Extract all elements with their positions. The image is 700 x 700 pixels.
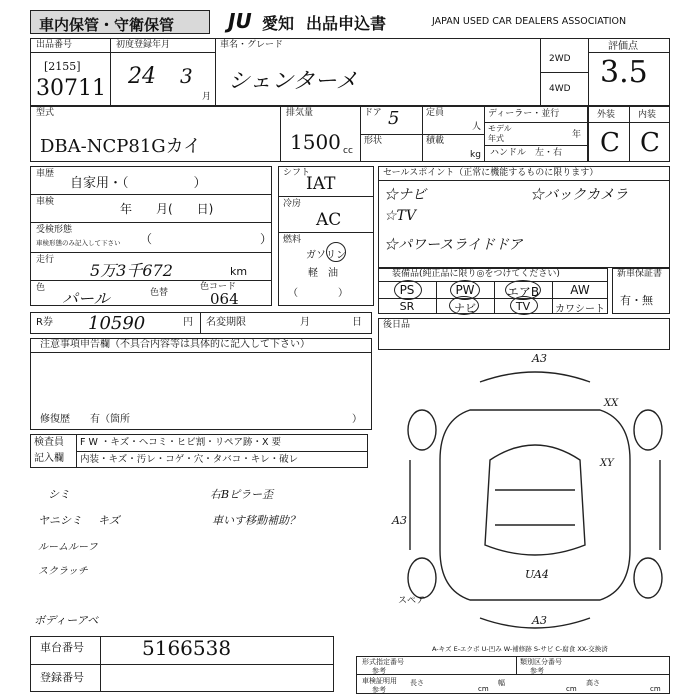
car-name-value: シェンターメ <box>228 69 358 94</box>
sales-point-item: ☆パワースライドドア <box>384 237 523 253</box>
ju-logo: JU <box>228 9 252 33</box>
exterior-label: 外装 <box>597 110 616 120</box>
sales-point-item: ☆TV <box>384 208 416 224</box>
sheet-title: 出品申込書 <box>306 14 387 33</box>
name-change-day: 日 <box>352 317 362 328</box>
ps-circle <box>394 280 422 300</box>
brand-name: 愛知 <box>262 14 295 33</box>
length-cm: cm <box>478 685 489 693</box>
first-reg-label: 初度登録年月 <box>116 40 171 50</box>
aftermarket-label: 後日品 <box>383 320 411 330</box>
handwritten-note: ルームルーフ <box>38 542 98 553</box>
km-unit: km <box>230 265 248 278</box>
first-reg-month: 3 <box>180 64 193 88</box>
color-code-value: 064 <box>210 290 239 308</box>
handwritten-note: キズ <box>98 514 120 527</box>
color-value: パール <box>62 289 110 308</box>
navi-circle <box>449 296 479 315</box>
person-unit: 人 <box>472 122 482 132</box>
handwritten-note: スクラッチ <box>38 566 88 577</box>
handwritten-note: ボディーアベ <box>34 614 99 627</box>
reg-label: 登録番号 <box>40 671 84 684</box>
inspector-label-1: 検査員 <box>34 437 64 448</box>
interior-value: C <box>640 128 660 158</box>
exterior-value: C <box>600 128 620 158</box>
car-cabin-outline <box>485 445 585 555</box>
equipment-label: 装備品(純正品に限り◎をつけてください) <box>392 269 560 279</box>
height-label: 高さ <box>586 679 600 687</box>
kg-unit: kg <box>470 150 481 160</box>
first-reg-year: 24 <box>128 64 156 89</box>
model-value: DBA-NCP81Gカイ <box>40 136 202 157</box>
chassis-label: 車台番号 <box>40 641 84 654</box>
height-cm: cm <box>650 685 661 693</box>
fuel-diesel: 軽 油 <box>308 268 338 279</box>
notes-label: 注意事項申告欄（不具合内容等は具体的に記入して下さい） <box>40 339 310 350</box>
door-value: 5 <box>388 108 400 129</box>
sales-points-label: セールスポイント（正常に機能するものに限ります） <box>383 168 599 178</box>
warranty-label: 新車保証書 <box>617 269 663 279</box>
association-name: JAPAN USED CAR DEALERS ASSOCIATION <box>432 16 627 27</box>
wheel-rear-right <box>634 558 662 598</box>
type-spec-ref: 参考 <box>372 667 386 675</box>
reception-label: 受検形態 <box>36 225 73 235</box>
name-change-month: 月 <box>300 317 310 328</box>
month-unit: 月 <box>202 92 212 102</box>
fuel-gas: ガソリン <box>306 250 346 261</box>
width-label: 幅 <box>498 679 505 687</box>
score-value: 3.5 <box>600 55 648 90</box>
equipment-aw: AW <box>570 283 590 297</box>
score-label: 評価点 <box>608 41 638 52</box>
model-label: 型式 <box>36 108 55 118</box>
fuel-label: 燃料 <box>283 235 302 245</box>
displacement-value: 1500 <box>290 130 341 154</box>
yen-unit: 円 <box>183 317 193 328</box>
width-cm: cm <box>566 685 577 693</box>
drive-4wd: 4WD <box>549 84 571 94</box>
handwritten-note: シミ <box>48 488 70 501</box>
category-label: 類別区分番号 <box>520 658 562 666</box>
wheel-front-left <box>408 410 436 450</box>
handwritten-note: 車いす移動補助？ <box>212 514 300 527</box>
diagram-label-xx: XX <box>604 398 619 409</box>
equipment-tv: TV <box>515 300 531 313</box>
drive-2wd: 2WD <box>549 54 571 64</box>
car-front-outline <box>480 372 590 382</box>
shape-label: 形状 <box>364 136 383 146</box>
model-year-label2: 年式 <box>488 134 504 143</box>
inspector-row-1: F W ・キズ・ヘコミ・ヒビ割・リペア跡・X 要 <box>80 437 282 448</box>
diagram-label-ua4: UA4 <box>525 568 549 581</box>
diagram-label-rear: A3 <box>532 614 547 627</box>
load-label: 積載 <box>426 136 445 146</box>
cooling-value: AC <box>316 210 342 230</box>
recycle-label: R券 <box>36 317 53 328</box>
aftermarket-frame <box>378 318 670 350</box>
model-year-label: モデル <box>488 124 512 133</box>
recycle-frame <box>30 312 372 334</box>
storage-title-box <box>30 10 210 34</box>
dealer-label: ディーラー・並行 <box>488 109 560 119</box>
reception-note: 車検形態のみ記入して下さい <box>36 239 121 247</box>
color-change-label: 色替 <box>150 288 169 298</box>
mileage-value: 5万3千672 <box>90 261 173 280</box>
diagram-label-front: A3 <box>532 352 547 365</box>
capacity-label: 定員 <box>426 108 445 118</box>
chassis-value: 5166538 <box>142 636 232 660</box>
type-spec-label: 形式指定番号 <box>362 658 404 666</box>
wheel-front-right <box>634 410 662 450</box>
color-label: 色 <box>36 283 46 293</box>
cooling-label: 冷房 <box>283 199 302 209</box>
inspector-row-2: 内装・キズ・汚レ・コゲ・穴・タバコ・キレ・破レ <box>80 454 299 465</box>
storage-title: 車内保管・守衛保管 <box>39 16 175 34</box>
year-unit: 年 <box>572 130 582 140</box>
diagram-legend: A-キズ E-エクボ U-凹み W-補修跡 S-サビ C-腐食 XX-交換済 <box>432 645 608 653</box>
color-code-label: 色コード <box>200 282 237 292</box>
car-name-label: 車名・グレード <box>220 40 284 50</box>
equipment-airbag: エアB <box>506 285 540 299</box>
repair-label: 修復歴 有（箇所 <box>40 414 130 425</box>
lot-number: 30711 <box>36 76 106 101</box>
diagram-label-xy: XY <box>600 458 614 469</box>
equipment-leather: カワシート <box>555 304 605 315</box>
handwritten-note: ヤニシミ <box>38 514 82 527</box>
mileage-label: 走行 <box>36 255 55 265</box>
repair-close: ） <box>352 414 362 425</box>
handle-label: ハンドル 左・右 <box>490 148 563 158</box>
inspection-value: 年 月( 日) <box>120 202 214 216</box>
reception-value: （ ） <box>140 232 273 246</box>
history-label: 車歴 <box>36 169 55 179</box>
fuel-other: （ ） <box>288 288 348 299</box>
diagram-label-spare: スペア <box>398 596 426 606</box>
equipment-sr: SR <box>399 300 415 313</box>
lot-bracket: [2155] <box>44 60 81 73</box>
fuel-circle <box>326 242 346 262</box>
handwritten-note: 右Bピラー歪 <box>210 488 274 501</box>
cert-label: 車検証明用 <box>362 677 397 685</box>
sales-point-item: ☆ナビ <box>384 187 426 203</box>
warranty-value: 有・無 <box>620 294 653 307</box>
tv-circle <box>510 296 538 315</box>
displacement-label: 排気量 <box>286 108 314 118</box>
equipment-ps: PS <box>399 283 415 297</box>
diagram-label-left: A3 <box>392 514 407 527</box>
recycle-value: 10590 <box>88 313 146 334</box>
door-label: ドア <box>364 108 382 118</box>
interior-label: 内装 <box>638 110 657 120</box>
length-label: 長さ <box>410 679 424 687</box>
name-change-label: 名変期限 <box>206 317 246 328</box>
lot-label: 出品番号 <box>36 40 73 50</box>
shift-value: IAT <box>306 174 336 194</box>
wheel-rear-left <box>408 558 436 598</box>
sales-point-item: ☆バックカメラ <box>530 187 628 203</box>
shift-label: シフト <box>283 168 311 178</box>
cert-ref: 参考 <box>372 686 386 694</box>
inspection-label: 車検 <box>36 197 55 207</box>
cc-unit: cc <box>343 146 353 156</box>
car-diagram <box>400 350 670 640</box>
history-value: 自家用・（ ） <box>70 176 207 191</box>
equipment-pw: PW <box>455 283 475 297</box>
category-ref: 参考 <box>530 667 544 675</box>
equipment-navi: ナビ <box>454 302 476 315</box>
inspector-label-2: 記入欄 <box>34 453 64 464</box>
